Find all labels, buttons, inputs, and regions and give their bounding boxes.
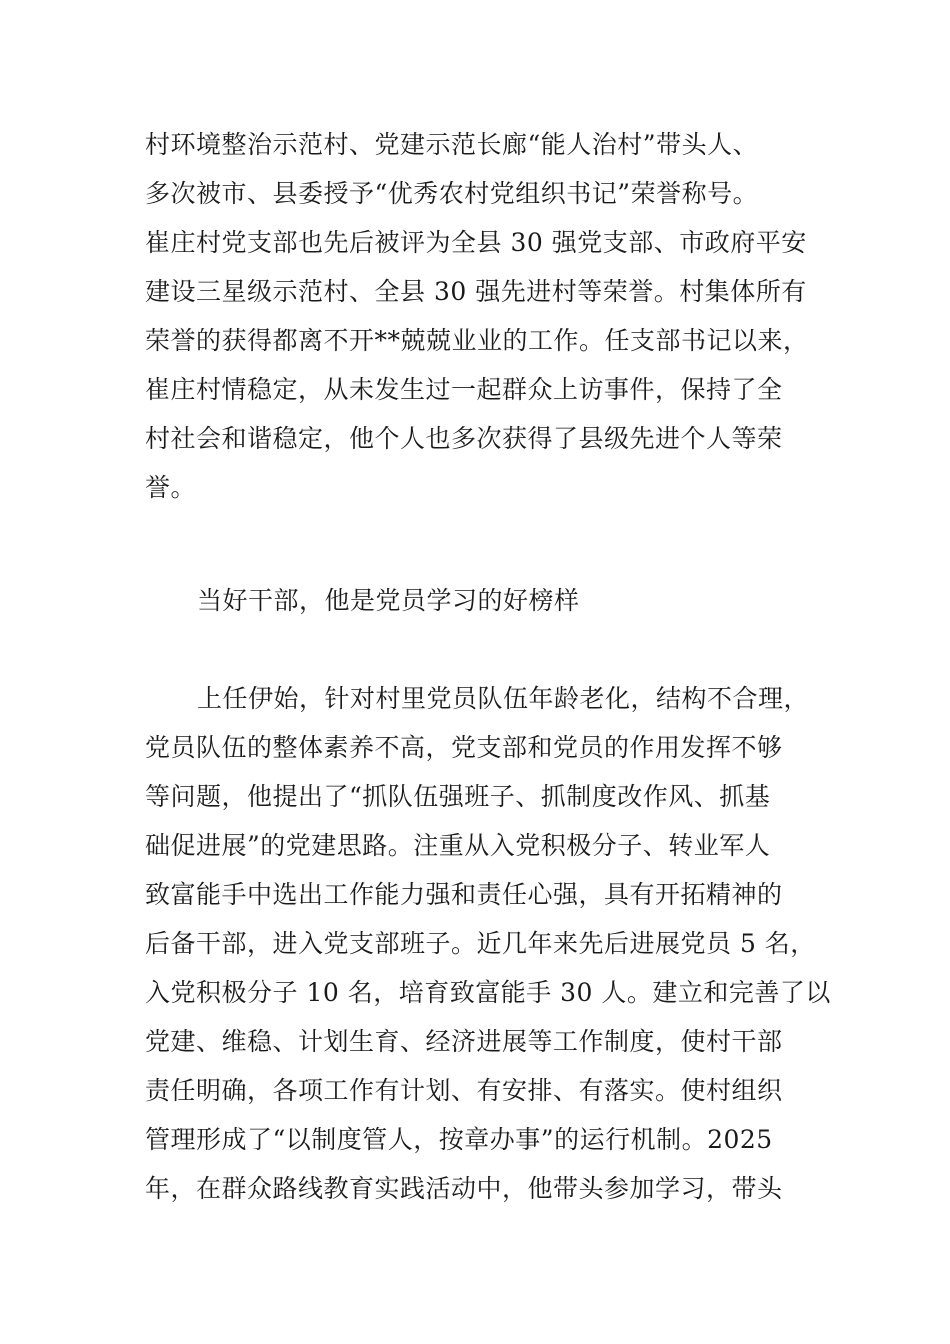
paragraph-line: 荣誉的获得都离不开**兢兢业业的工作。任支部书记以来， (145, 326, 809, 355)
paragraph-line: 上任伊始，针对村里党员队伍年龄老化，结构不合理， (197, 684, 810, 713)
paragraph-line: 党建、维稳、计划生育、经济进展等工作制度，使村干部 (145, 1027, 783, 1056)
paragraph-line: 建设三星级示范村、全县 30 强先进村等荣誉。村集体所有 (145, 277, 807, 306)
paragraph-line: 誉。 (145, 473, 197, 502)
paragraph-line: 党员队伍的整体素养不高，党支部和党员的作用发挥不够 (145, 733, 783, 762)
paragraph-line: 崔庄村情稳定，从未发生过一起群众上访事件，保持了全 (145, 375, 783, 404)
paragraph-line: 年，在群众路线教育实践活动中，他带头参加学习，带头 (145, 1174, 783, 1203)
section-heading: 当好干部，他是党员学习的好榜样 (197, 586, 580, 615)
section-heading-block (145, 576, 835, 625)
paragraph-line: 致富能手中选出工作能力强和责任心强，具有开拓精神的 (145, 880, 783, 909)
paragraph-line: 础促进展”的党建思路。注重从入党积极分子、转业军人 (145, 831, 771, 860)
paragraph-line: 多次被市、县委授予“优秀农村党组织书记”荣誉称号。 (145, 179, 759, 208)
paragraph-line: 责任明确，各项工作有计划、有安排、有落实。使村组织 (145, 1076, 783, 1105)
paragraph-line: 等问题，他提出了“抓队伍强班子、抓制度改作风、抓基 (145, 782, 771, 811)
paragraph-party-building (145, 674, 835, 1213)
paragraph-line: 管理形成了“以制度管人，按章办事”的运行机制。2025 (145, 1125, 773, 1154)
paragraph-line: 入党积极分子 10 名，培育致富能手 30 人。建立和完善了以 (145, 978, 831, 1007)
paragraph-line: 村环境整治示范村、党建示范长廊“能人治村”带头人、 (145, 130, 759, 159)
paragraph-honors (145, 120, 835, 512)
paragraph-line: 崔庄村党支部也先后被评为全县 30 强党支部、市政府平安 (145, 228, 807, 257)
paragraph-line: 村社会和谐稳定，他个人也多次获得了县级先进个人等荣 (145, 424, 783, 453)
paragraph-line: 后备干部，进入党支部班子。近几年来先后进展党员 5 名， (145, 929, 816, 958)
